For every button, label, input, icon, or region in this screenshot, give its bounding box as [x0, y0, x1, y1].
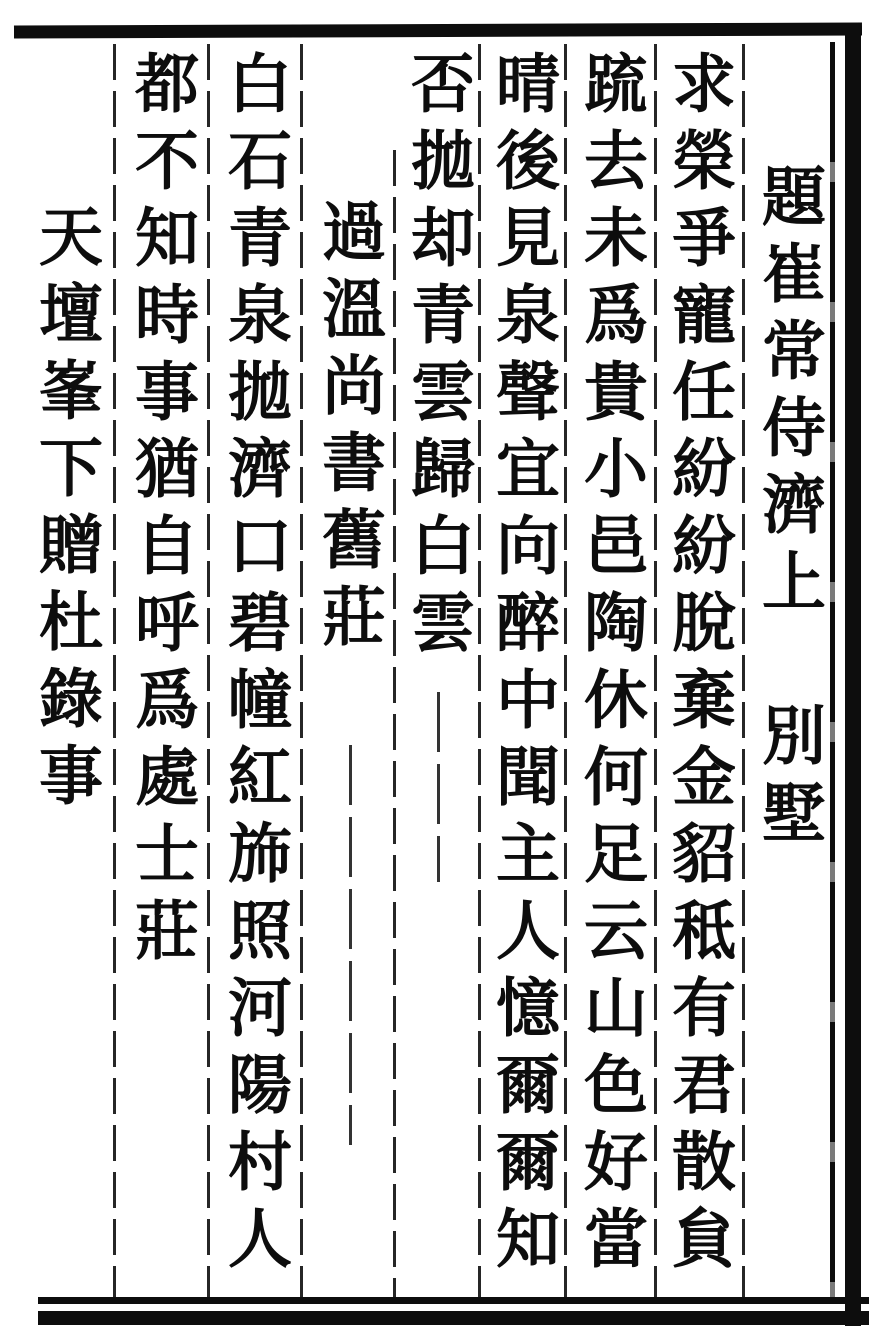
poem1-verse-column-3: 晴後見泉聲宜向醉中聞主人憶爾爾知	[485, 50, 560, 1282]
frame-bottom-inner-rule	[38, 1297, 869, 1304]
column-separator-line	[207, 44, 210, 1297]
poem3-title-column: 天壇峯下贈杜錄事	[28, 203, 103, 819]
poem2-title-column: 過溫尚書舊莊	[311, 198, 386, 660]
poem1-verse-column-2: 䟽去未爲貴小邑陶休何足云山色好當	[573, 50, 648, 1282]
stray-ink-line	[437, 692, 440, 882]
column-separator-line	[300, 44, 303, 1297]
column-separator-line	[564, 44, 567, 1297]
poem1-verse-column-1: 求榮爭寵任紛紛脫棄金貂秪有君散貟	[661, 50, 736, 1282]
poem1-title-column: 題崔常侍濟上 別墅	[751, 163, 826, 856]
frame-right-outer-rule	[845, 26, 861, 1326]
poem2-verse-column-1: 白石青泉拋濟口碧幢紅斾照河陽村人	[217, 50, 292, 1282]
poem2-verse-column-2: 都不知時事猶自呼爲處士莊	[124, 50, 199, 974]
column-separator-line	[742, 44, 745, 1297]
frame-right-inner-rule	[830, 42, 835, 1300]
frame-bottom-outer-rule	[38, 1311, 869, 1325]
poem1-verse-column-4: 否拋却青雲歸白雲	[400, 50, 475, 666]
frame-top-rule	[14, 23, 862, 39]
stray-ink-line	[349, 745, 352, 1145]
column-separator-line	[113, 44, 116, 1297]
